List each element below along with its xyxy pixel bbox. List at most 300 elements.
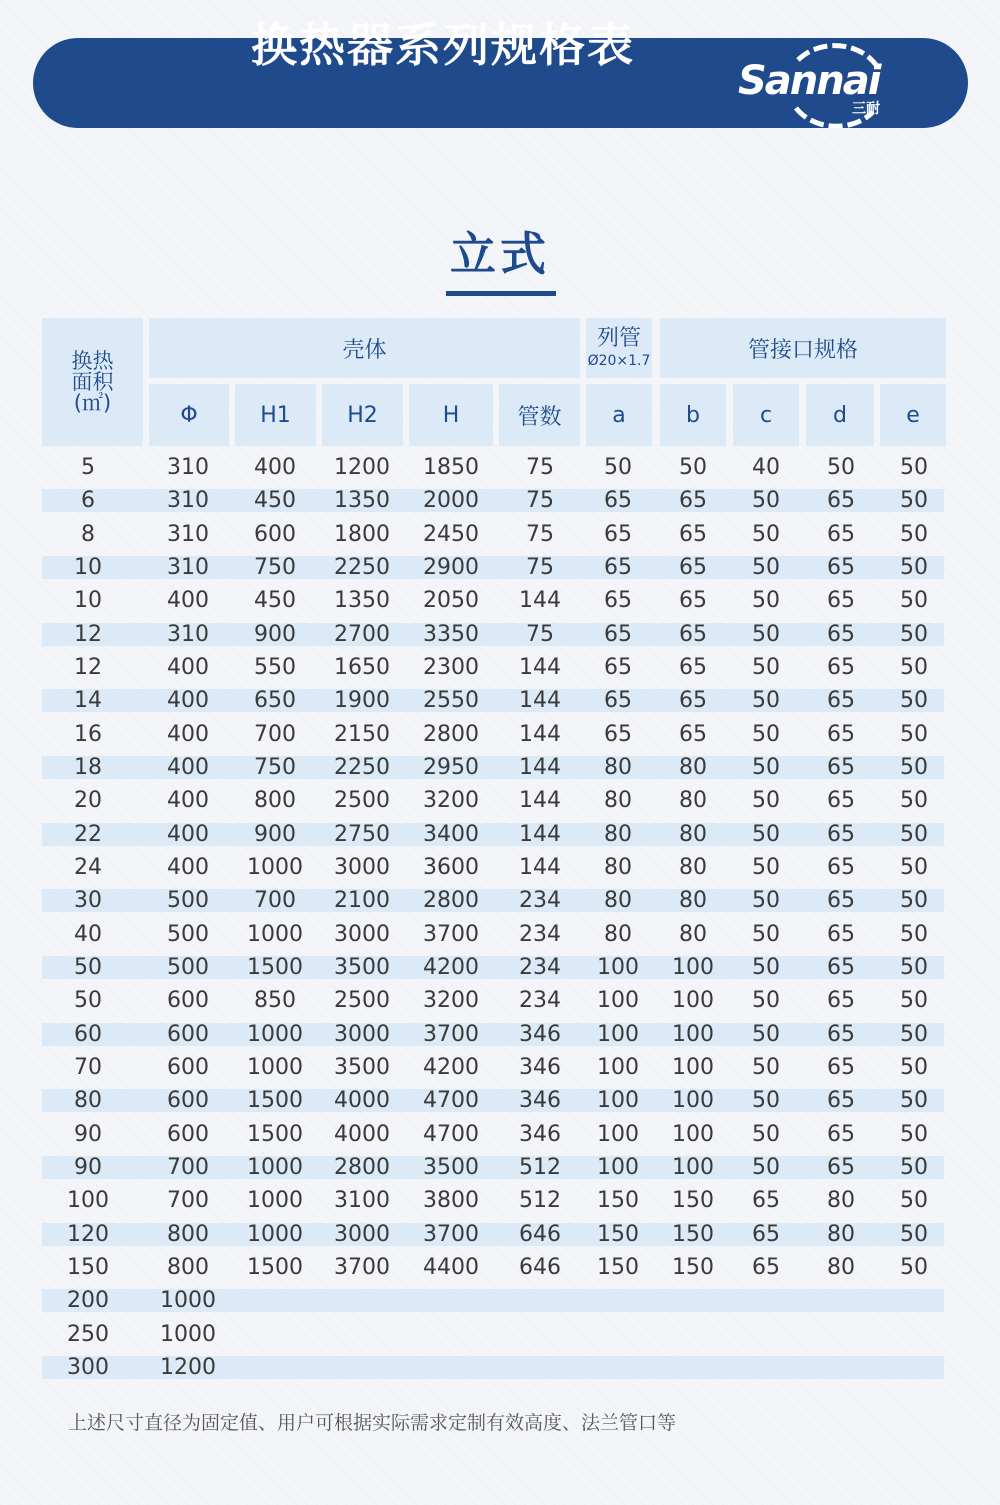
cell-h2 [322,1289,402,1312]
cell-h2: 4000 [334,1088,390,1113]
cell-tube-count: 75 [526,622,554,647]
cell-e: 50 [900,1088,928,1113]
cell-e: 50 [900,1122,928,1147]
cell-b: 100 [672,1088,714,1113]
cell-phi: 400 [167,788,209,813]
cell-phi: 800 [167,1222,209,1247]
cell-tube-count: 144 [519,722,561,747]
cell-b: 80 [679,922,707,947]
cell-phi: 400 [167,688,209,713]
cell-h1 [235,1356,315,1379]
cell-area: 90 [74,1122,102,1147]
cell-h1: 550 [254,655,296,680]
table-row [42,1189,944,1212]
cell-d: 65 [827,522,855,547]
cell-tube-count: 144 [519,655,561,680]
cell-tube-count [500,1356,580,1379]
cell-e [874,1289,954,1312]
cell-c: 50 [752,522,780,547]
cell-c: 50 [752,555,780,580]
cell-area: 50 [74,955,102,980]
cell-b: 50 [679,455,707,480]
cell-phi: 400 [167,588,209,613]
header-tube [586,318,652,378]
cell-h: 4700 [423,1122,479,1147]
table-row [42,1223,944,1246]
cell-h1: 1000 [247,922,303,947]
cell-h1: 450 [254,488,296,513]
cell-h2: 2500 [334,788,390,813]
cell-area: 40 [74,922,102,947]
cell-h2: 1900 [334,688,390,713]
header-area-line1: 换热 [71,348,114,373]
table-row [42,1123,944,1146]
cell-d: 65 [827,688,855,713]
cell-a: 100 [597,955,639,980]
cell-d: 65 [827,1155,855,1180]
cell-d: 65 [827,788,855,813]
table-row [42,1056,944,1079]
cell-d: 50 [827,455,855,480]
table-row [42,623,944,646]
cell-h2: 3000 [334,922,390,947]
cell-b [653,1356,733,1379]
cell-h1: 400 [254,455,296,480]
table-row [42,923,944,946]
cell-phi: 310 [167,488,209,513]
header-h1: H1 [235,384,316,446]
cell-tube-count: 75 [526,488,554,513]
header-tube-label: 列管 [596,326,641,351]
cell-phi: 500 [167,888,209,913]
table-row [42,1089,944,1112]
cell-phi: 1200 [160,1355,216,1380]
table-row [42,1356,944,1379]
cell-d: 80 [827,1222,855,1247]
cell-tube-count: 144 [519,588,561,613]
cell-h2: 2100 [334,888,390,913]
cell-a: 65 [604,488,632,513]
cell-a: 80 [604,888,632,913]
cell-d: 65 [827,955,855,980]
cell-phi: 1000 [160,1288,216,1313]
cell-c: 50 [752,822,780,847]
cell-h: 3200 [423,788,479,813]
cell-phi: 600 [167,1122,209,1147]
cell-phi: 700 [167,1188,209,1213]
cell-area: 22 [74,822,102,847]
cell-area: 6 [81,488,95,513]
cell-phi: 600 [167,1022,209,1047]
cell-a: 100 [597,1088,639,1113]
cell-h: 3700 [423,1222,479,1247]
cell-d [801,1356,881,1379]
cell-a: 80 [604,922,632,947]
cell-b: 80 [679,888,707,913]
cell-b: 65 [679,588,707,613]
cell-phi: 400 [167,855,209,880]
sannai-logo [738,38,903,128]
cell-c: 40 [752,455,780,480]
cell-c: 50 [752,1055,780,1080]
cell-h2: 3700 [334,1255,390,1280]
cell-a: 150 [597,1188,639,1213]
cell-c: 50 [752,488,780,513]
cell-a: 80 [604,855,632,880]
cell-area: 20 [74,788,102,813]
header-h: H [409,384,493,446]
cell-e: 50 [900,622,928,647]
cell-tube-count: 234 [519,988,561,1013]
table-row [42,1156,944,1179]
table-row [42,656,944,679]
cell-phi: 600 [167,1055,209,1080]
cell-h: 4700 [423,1088,479,1113]
cell-c: 65 [752,1188,780,1213]
cell-h2: 1350 [334,588,390,613]
cell-area: 120 [67,1222,109,1247]
cell-d: 65 [827,488,855,513]
header-area [42,318,143,446]
cell-c: 50 [752,722,780,747]
cell-b: 65 [679,622,707,647]
cell-a: 100 [597,1022,639,1047]
cell-h: 2300 [423,655,479,680]
cell-d: 65 [827,722,855,747]
cell-tube-count: 234 [519,888,561,913]
cell-e: 50 [900,588,928,613]
cell-c: 50 [752,1122,780,1147]
cell-c: 50 [752,688,780,713]
cell-h1 [235,1289,315,1312]
cell-h2: 3500 [334,955,390,980]
cell-e: 50 [900,1055,928,1080]
cell-h: 2900 [423,555,479,580]
cell-h [411,1323,491,1346]
cell-b: 150 [672,1255,714,1280]
cell-tube-count [500,1289,580,1312]
cell-h: 3700 [423,922,479,947]
table-row [42,523,944,546]
table-row [42,1323,944,1346]
cell-area: 80 [74,1088,102,1113]
table-row [42,1023,944,1046]
cell-h2: 3500 [334,1055,390,1080]
cell-h2: 4000 [334,1122,390,1147]
cell-e: 50 [900,522,928,547]
cell-e: 50 [900,855,928,880]
cell-d: 65 [827,555,855,580]
cell-b [653,1323,733,1346]
cell-e [874,1356,954,1379]
table-row [42,689,944,712]
logo-subtext: 三耐 [852,101,880,117]
cell-h2: 3000 [334,1022,390,1047]
table-row [42,489,944,512]
header-e: e [880,384,946,446]
header-phi: Φ [149,384,229,446]
cell-h: 3500 [423,1155,479,1180]
cell-c: 50 [752,1022,780,1047]
cell-h1: 1000 [247,1188,303,1213]
cell-h: 3600 [423,855,479,880]
cell-e [874,1323,954,1346]
cell-h2: 3100 [334,1188,390,1213]
cell-area: 8 [81,522,95,547]
cell-d: 65 [827,655,855,680]
cell-a: 80 [604,755,632,780]
cell-c: 50 [752,788,780,813]
cell-h1: 1000 [247,1155,303,1180]
cell-area: 50 [74,988,102,1013]
cell-a [578,1356,658,1379]
cell-area: 150 [67,1255,109,1280]
cell-b: 100 [672,955,714,980]
cell-h: 2050 [423,588,479,613]
cell-d: 65 [827,888,855,913]
cell-d: 65 [827,922,855,947]
cell-b: 150 [672,1188,714,1213]
cell-e: 50 [900,555,928,580]
cell-e: 50 [900,1255,928,1280]
cell-h1: 1000 [247,1022,303,1047]
cell-a [578,1323,658,1346]
table-row [42,589,944,612]
cell-h1: 600 [254,522,296,547]
cell-e: 50 [900,888,928,913]
cell-c: 50 [752,888,780,913]
cell-b: 150 [672,1222,714,1247]
cell-h2: 1200 [334,455,390,480]
cell-c: 50 [752,855,780,880]
cell-phi: 400 [167,822,209,847]
cell-h2: 2500 [334,988,390,1013]
cell-a: 150 [597,1222,639,1247]
cell-area: 12 [74,622,102,647]
cell-h1: 650 [254,688,296,713]
cell-phi: 400 [167,655,209,680]
cell-tube-count: 512 [519,1155,561,1180]
cell-tube-count: 346 [519,1122,561,1147]
table-row [42,1256,944,1279]
cell-d: 65 [827,622,855,647]
cell-c [726,1356,806,1379]
cell-e: 50 [900,1222,928,1247]
cell-e: 50 [900,722,928,747]
cell-h: 2450 [423,522,479,547]
cell-b: 80 [679,822,707,847]
cell-b: 100 [672,1122,714,1147]
header-area-line2: 面积 [71,369,114,394]
cell-h1: 1000 [247,1222,303,1247]
cell-area: 200 [67,1288,109,1313]
cell-h1: 900 [254,822,296,847]
cell-a: 65 [604,555,632,580]
header-area-unit: (㎡) [73,390,112,415]
cell-e: 50 [900,488,928,513]
cell-a [578,1289,658,1312]
cell-h: 2550 [423,688,479,713]
cell-area: 100 [67,1188,109,1213]
cell-c: 50 [752,655,780,680]
table-row [42,723,944,746]
cell-h2: 3000 [334,1222,390,1247]
cell-a: 65 [604,622,632,647]
cell-h: 4400 [423,1255,479,1280]
cell-c [726,1323,806,1346]
cell-phi: 700 [167,1155,209,1180]
cell-b: 65 [679,522,707,547]
footnote: 上述尺寸直径为固定值、用户可根据实际需求定制有效高度、法兰管口等 [68,1412,677,1434]
cell-h1: 700 [254,888,296,913]
cell-a: 100 [597,988,639,1013]
cell-d: 65 [827,588,855,613]
cell-h: 2800 [423,722,479,747]
cell-b: 100 [672,988,714,1013]
cell-h1: 900 [254,622,296,647]
cell-phi: 310 [167,555,209,580]
cell-h1 [235,1323,315,1346]
cell-d: 65 [827,1055,855,1080]
cell-tube-count: 144 [519,755,561,780]
cell-a: 100 [597,1155,639,1180]
cell-tube-count: 144 [519,855,561,880]
cell-a: 65 [604,522,632,547]
header-b: b [660,384,726,446]
cell-tube-count: 646 [519,1255,561,1280]
cell-e: 50 [900,755,928,780]
cell-h: 3800 [423,1188,479,1213]
page-title: 换热器系列规格表 [251,18,635,72]
cell-b [653,1289,733,1312]
cell-h: 1850 [423,455,479,480]
header-tube-count: 管数 [499,384,580,446]
cell-b: 65 [679,555,707,580]
cell-h1: 1000 [247,855,303,880]
cell-h2: 2700 [334,622,390,647]
table-row [42,1289,944,1312]
header-nozzle: 管接口规格 [660,318,946,378]
cell-tube-count: 144 [519,688,561,713]
cell-h1: 1500 [247,1088,303,1113]
cell-d: 65 [827,1088,855,1113]
cell-h: 3350 [423,622,479,647]
cell-b: 80 [679,755,707,780]
header-tube-spec: Ø20×1.7 [587,353,651,369]
cell-phi: 400 [167,755,209,780]
cell-h: 2800 [423,888,479,913]
cell-e: 50 [900,988,928,1013]
cell-h1: 1500 [247,955,303,980]
cell-h [411,1289,491,1312]
cell-h2: 2750 [334,822,390,847]
cell-phi: 1000 [160,1322,216,1347]
cell-tube-count: 75 [526,522,554,547]
cell-c [726,1289,806,1312]
cell-area: 24 [74,855,102,880]
cell-phi: 500 [167,922,209,947]
cell-area: 14 [74,688,102,713]
table-row [42,823,944,846]
header-shell: 壳体 [149,318,580,378]
cell-a: 150 [597,1255,639,1280]
cell-c: 50 [752,1088,780,1113]
cell-tube-count: 346 [519,1088,561,1113]
cell-c: 50 [752,988,780,1013]
cell-e: 50 [900,955,928,980]
cell-a: 65 [604,688,632,713]
cell-b: 65 [679,722,707,747]
cell-h1: 450 [254,588,296,613]
cell-h: 4200 [423,955,479,980]
cell-area: 10 [74,588,102,613]
cell-h: 3400 [423,822,479,847]
cell-e: 50 [900,655,928,680]
cell-e: 50 [900,822,928,847]
header-h2: H2 [322,384,403,446]
logo-text: Sannai [738,58,880,104]
section-underline [446,291,556,296]
cell-h1: 1500 [247,1122,303,1147]
header-c: c [733,384,799,446]
cell-d: 65 [827,755,855,780]
cell-area: 10 [74,555,102,580]
cell-a: 100 [597,1122,639,1147]
cell-h1: 1500 [247,1255,303,1280]
cell-c: 65 [752,1222,780,1247]
cell-h1: 750 [254,555,296,580]
cell-e: 50 [900,1155,928,1180]
cell-area: 12 [74,655,102,680]
cell-phi: 310 [167,455,209,480]
cell-phi: 400 [167,722,209,747]
cell-phi: 800 [167,1255,209,1280]
cell-tube-count: 75 [526,555,554,580]
cell-d: 65 [827,988,855,1013]
cell-tube-count: 512 [519,1188,561,1213]
cell-area: 5 [81,455,95,480]
table-row [42,956,944,979]
cell-tube-count: 646 [519,1222,561,1247]
cell-c: 50 [752,1155,780,1180]
cell-a: 65 [604,655,632,680]
cell-e: 50 [900,1188,928,1213]
cell-e: 50 [900,688,928,713]
cell-tube-count: 144 [519,788,561,813]
cell-h2: 3000 [334,855,390,880]
cell-phi: 600 [167,988,209,1013]
cell-area: 70 [74,1055,102,1080]
cell-c: 50 [752,922,780,947]
cell-c: 50 [752,955,780,980]
cell-e: 50 [900,922,928,947]
cell-area: 90 [74,1155,102,1180]
cell-e: 50 [900,1022,928,1047]
cell-e: 50 [900,455,928,480]
cell-tube-count [500,1323,580,1346]
table-row [42,989,944,1012]
cell-a: 100 [597,1055,639,1080]
cell-a: 65 [604,722,632,747]
cell-h: 2950 [423,755,479,780]
cell-tube-count: 234 [519,922,561,947]
cell-d: 80 [827,1255,855,1280]
cell-b: 100 [672,1022,714,1047]
cell-b: 100 [672,1155,714,1180]
header-a: a [586,384,652,446]
table-row [42,556,944,579]
cell-d: 65 [827,1122,855,1147]
